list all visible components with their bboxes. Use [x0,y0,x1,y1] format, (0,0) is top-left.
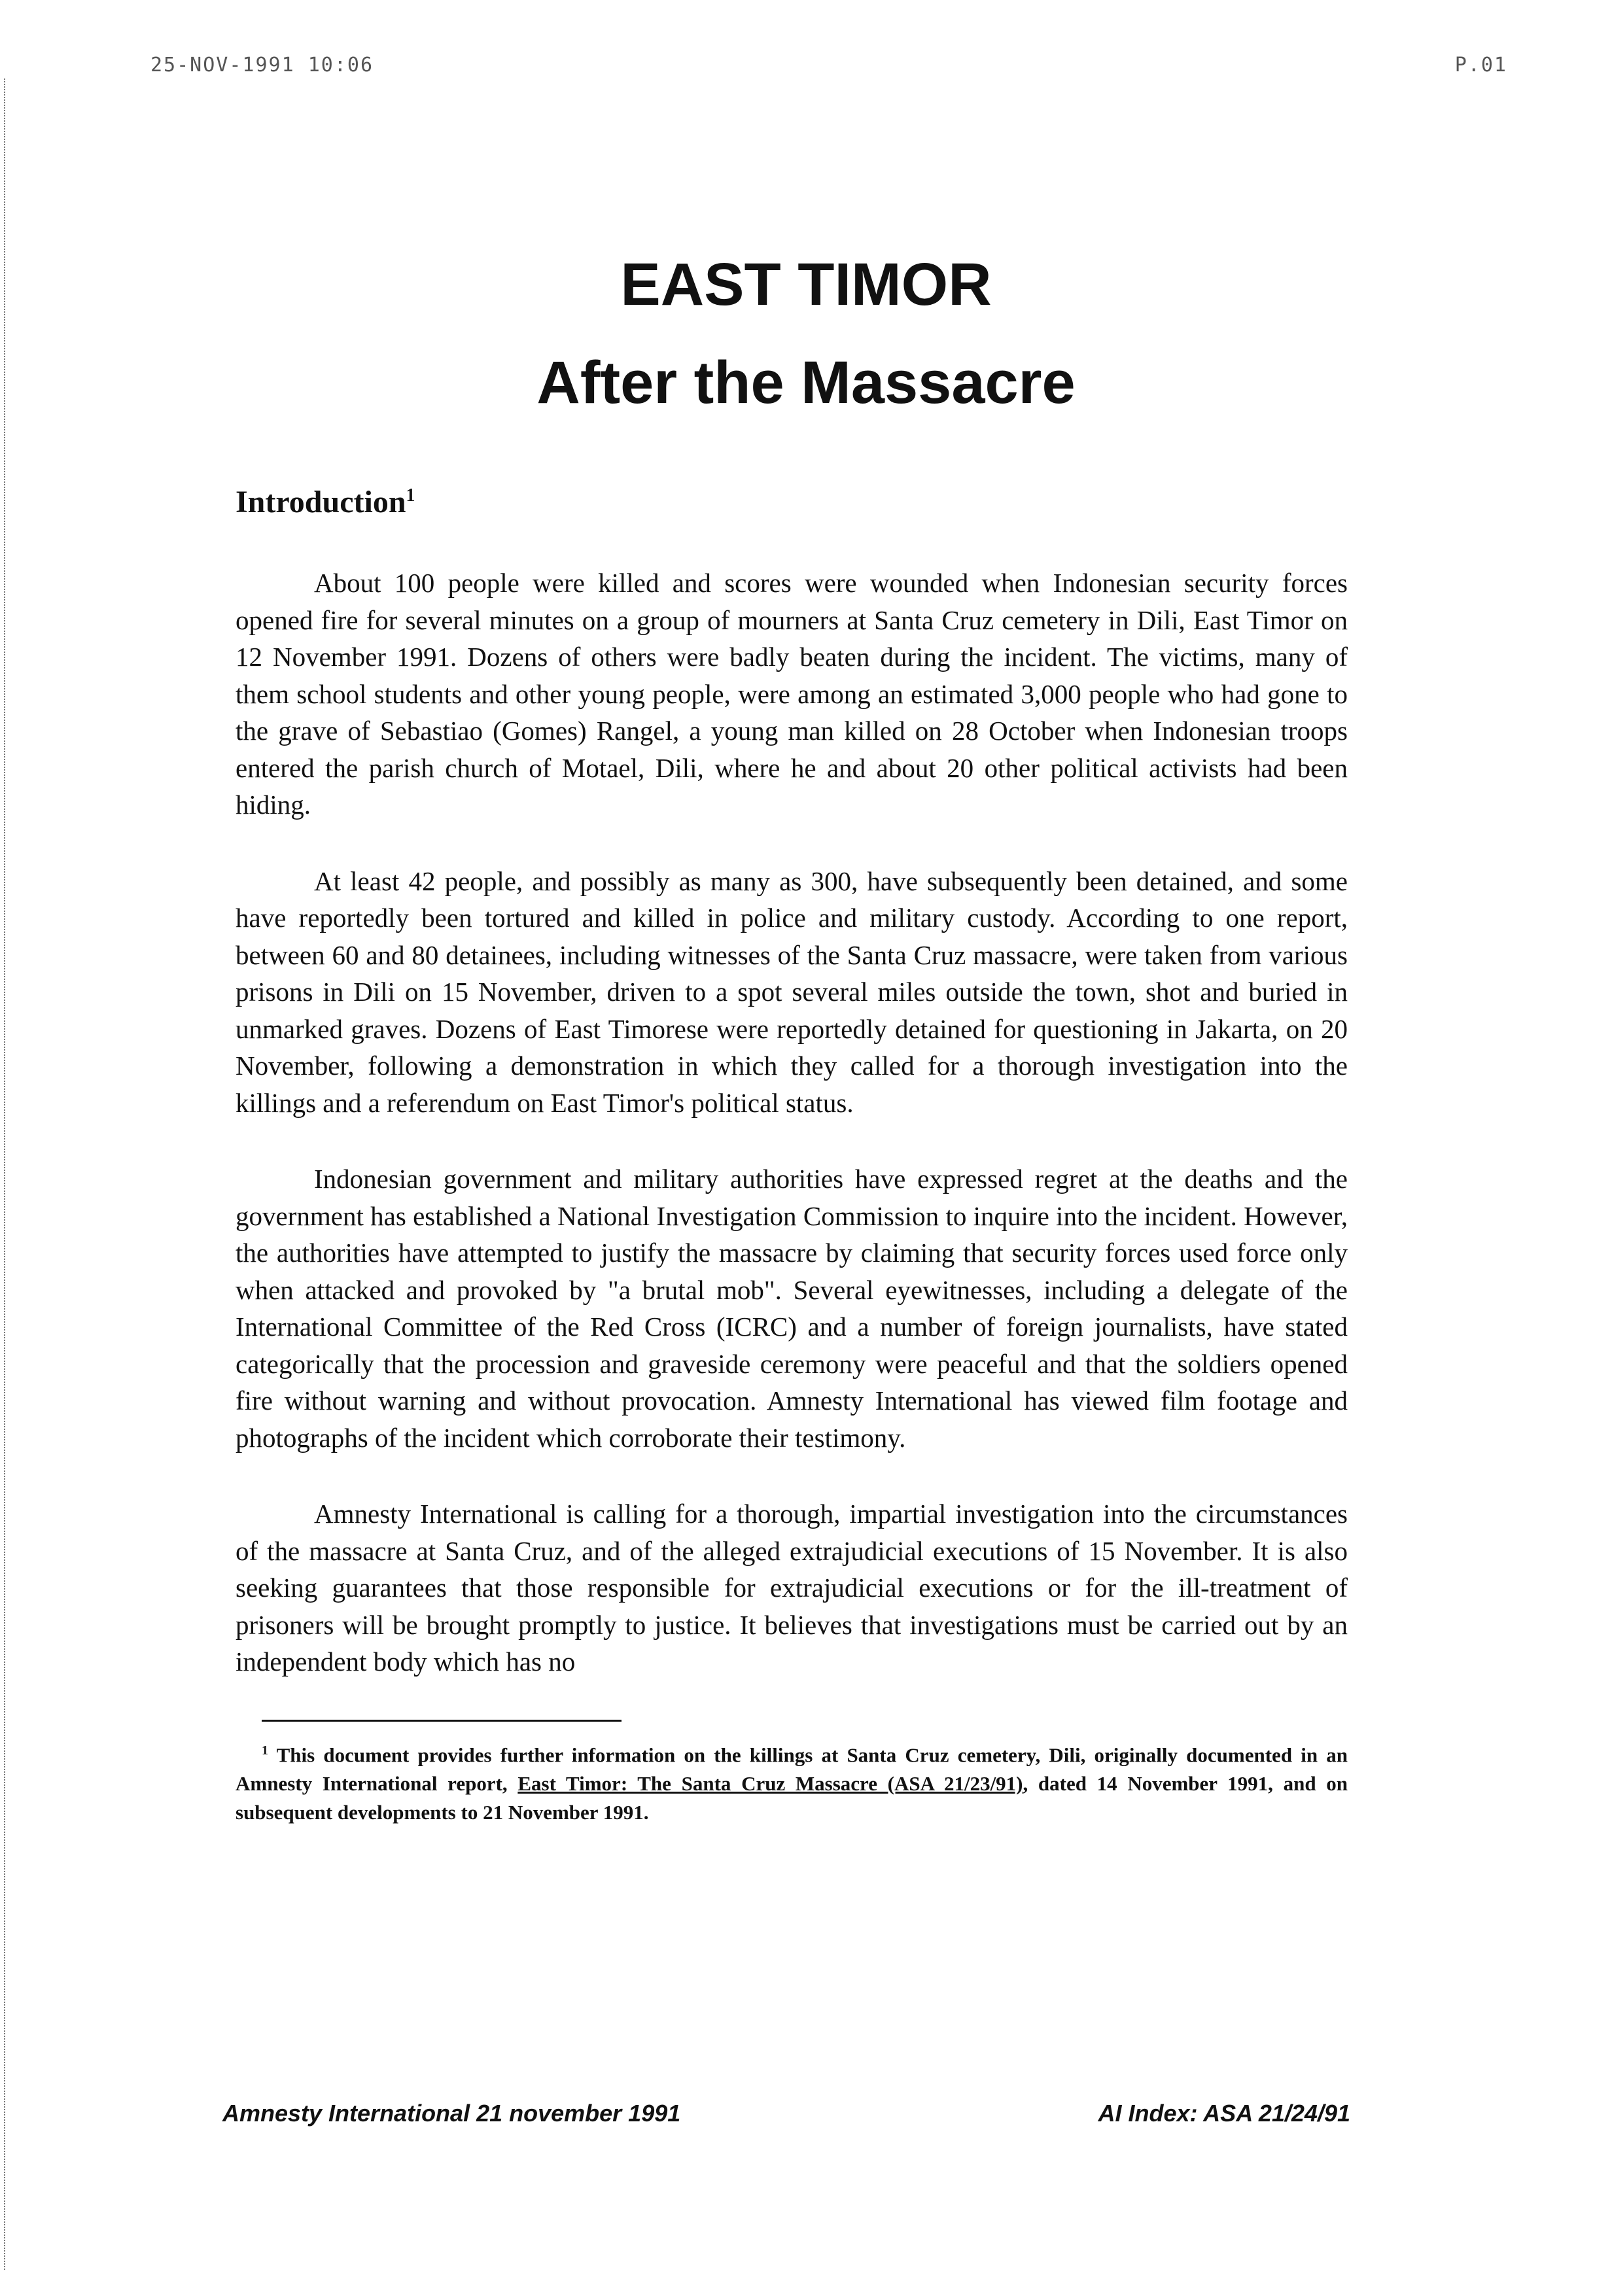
footnote-mark: 1 [262,1743,268,1758]
fax-page-number: P.01 [1454,54,1507,77]
paragraph-3: Indonesian government and military authorities have expressed regret at the deaths and the government has established a National Investigation Commission to inquire into the incident. However, the authorities have attempted to justify the massacre by claiming that security forces used force only when attacked and provoked by "a brutal mob". Several eyewitnesses, including a delegate of the International Committee of the Red Cross (ICRC) and a number of foreign journalists, have stated categorically that the procession and graveside ceremony were peaceful and that the soldiers opened fire without warning and without provocation. Amnesty International has viewed film footage and photographs of the incident which corroborate their testimony. [236,1164,1348,1453]
title-line-2: After the Massacre [536,349,1076,416]
paragraph-4: Amnesty International is calling for a thorough, impartial investigation into the circumstances of the massacre at Santa Cruz, and of the alleged extrajudicial executions of 15 November. It is also seeking guarantees that those responsible for extrajudicial executions or for the ill-treatment of prisoners will be brought promptly to justice. It believes that investigations must be carried out by an independent body which has no [236,1499,1348,1677]
footnote-report-reference: East Timor: The Santa Cruz Massacre (ASA 21/23/91) [517,1771,1023,1795]
footnote-divider [262,1720,622,1722]
footnote-text-before: This document provides further information on the killings at Santa Cruz cemetery, Dili, originally documented in an Amnesty International report, [236,1743,1348,1795]
title-line-1: EAST TIMOR [620,251,992,318]
footnote [236,1736,1348,1827]
paragraph-2: At least 42 people, and possibly as many as 300, have subsequently been detained, and some have reportedly been tortured and killed in police and military custody. According to one report, between 60 and 80 detainees, including witnesses of the Santa Cruz massacre, were taken from various prisons in Dili on 15 November, driven to a spot several miles outside the town, shot and buried in unmarked graves. Dozens of East Timorese were reportedly detained for questioning in Jakarta, on 20 November, following a demonstration in which they called for a thorough investigation into the killings and a referendum on East Timor's political status. [236,865,1348,1118]
paragraph-1: About 100 people were killed and scores were wounded when Indonesian security forces opened fire for several minutes on a group of mourners at Santa Cruz cemetery in Dili, East Timor on 12 November 1991. Dozens of others were badly beaten during the incident. The victims, many of them school students and other young people, were among an estimated 3,000 people who had gone to the grave of Sebastiao (Gomes) Rangel, a young man killed on 28 October when Indonesian troops entered the parish church of Motael, Dili, where he and about 20 other political activists had been hiding. [236,568,1348,820]
document-title [0,235,1612,432]
footnote-text-after: , dated 14 November 1991, and on subsequent developments to 21 November 1991. [236,1771,1348,1824]
fax-datetime: 25-NOV-1991 10:06 [150,54,374,77]
heading-footnote-mark: 1 [406,485,415,506]
footer-publisher-date: Amnesty International 21 november 1991 [222,2100,681,2127]
footer-ai-index: AI Index: ASA 21/24/91 [1098,2100,1350,2127]
section-heading-text: Introduction [236,485,406,519]
section-heading [236,484,1348,520]
document-body [236,484,1348,1827]
